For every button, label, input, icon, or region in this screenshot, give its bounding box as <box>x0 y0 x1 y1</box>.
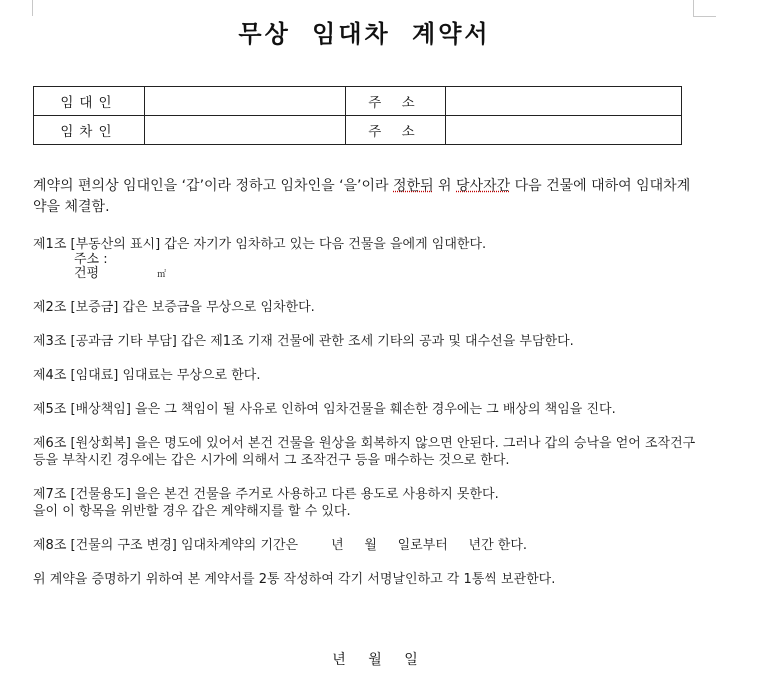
intro-flagged-word-2: 당사자간 <box>456 178 511 194</box>
article-1-area <box>33 267 698 282</box>
lessor-address-label: 주 소 <box>345 87 446 116</box>
intro-text-1: 계약의 편의상 임대인을 ‘갑’이라 정하고 임차인을 ‘을’이라 <box>33 178 394 194</box>
article-7-line-2: 을이 이 항목을 위반할 경우 갑은 계약해지를 할 수 있다. <box>33 504 351 519</box>
contract-date-line: 년 월 일 <box>332 652 418 668</box>
lessor-row <box>34 87 682 116</box>
intro-paragraph <box>33 176 698 218</box>
lessee-label: 임차인 <box>34 116 145 145</box>
article-6: 제6조 [원상회복] 을은 명도에 있어서 본건 건물을 원상을 회복하지 않으면 안된다. 그러나 갑의 승낙을 얻어 조작건구 등을 부착시킨 경우에는 갑은 시가에 의해서 그 조작건구 등을 매수하는 것으로 한다. <box>33 436 696 468</box>
article-3: 제3조 [공과금 기타 부담] 갑은 제1조 기재 건물에 관한 조세 기타의 공과 및 대수선을 부담한다. <box>33 334 574 349</box>
lessee-name-cell <box>144 116 345 145</box>
lessee-address-cell <box>446 116 682 145</box>
lessor-label: 임대인 <box>34 87 145 116</box>
intro-flagged-word-1: 정한뒤 <box>393 178 434 194</box>
article-1-area-label: 건평 <box>74 266 100 281</box>
intro-text-3: 다음 건물에 대하여 임대차계약을 체결함. <box>33 178 691 215</box>
intro-text-2: 위 <box>433 178 457 194</box>
lessor-address-cell <box>446 87 682 116</box>
document-title: 무상 임대차 계약서 <box>238 20 491 48</box>
article-8: 제8조 [건물의 구조 변경] 임대차계약의 기간은 년 월 일로부터 년간 한다. <box>33 538 528 553</box>
article-7-line-1: 제7조 [건물용도] 을은 본건 건물을 주거로 사용하고 다른 용도로 사용하지 못한다. <box>33 487 499 502</box>
article-1-text: 제1조 [부동산의 표시] 갑은 자기가 임차하고 있는 다음 건물을 을에게 임대한다. <box>33 237 487 252</box>
article-4: 제4조 [임대료] 임대료는 무상으로 한다. <box>33 368 261 383</box>
lessor-name-cell <box>144 87 345 116</box>
closing-statement: 위 계약을 증명하기 위하여 본 계약서를 2통 작성하여 각기 서명날인하고 각 1통씩 보관한다. <box>33 572 556 587</box>
lessee-row <box>34 116 682 145</box>
article-2: 제2조 [보증금] 갑은 보증금을 무상으로 임차한다. <box>33 300 315 315</box>
article-5: 제5조 [배상책임] 을은 그 책임이 될 사유로 인하여 임차건물을 훼손한 경우에는 그 배상의 책임을 진다. <box>33 402 616 417</box>
article-1-address: 주소 : <box>74 252 108 267</box>
document-body <box>33 176 698 605</box>
article-7 <box>33 486 698 520</box>
article-1 <box>33 236 698 282</box>
article-1-area-unit: ㎡ <box>157 270 167 280</box>
parties-table <box>33 86 682 145</box>
lessee-address-label: 주 소 <box>345 116 446 145</box>
